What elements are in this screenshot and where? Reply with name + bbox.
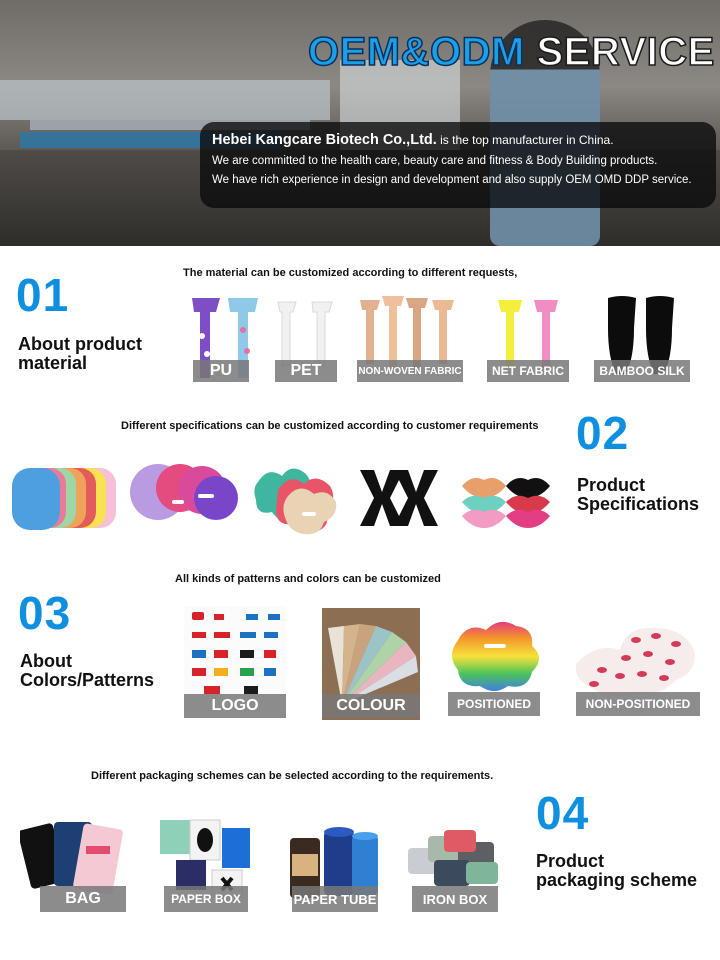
label-iron-box: IRON BOX	[412, 886, 498, 912]
section-title-line1: About	[20, 651, 72, 671]
section-title-line1: Product	[536, 851, 605, 871]
section-title-colors	[20, 652, 154, 690]
label-positioned: POSITIONED	[448, 692, 540, 716]
section-title-line2: Colors/Patterns	[20, 670, 155, 690]
non-positioned-pattern-image	[572, 618, 700, 700]
label-bamboo-silk: BAMBOO SILK	[594, 360, 690, 382]
section-title-line2: Specifications	[577, 494, 700, 514]
section-caption-colors: All kinds of patterns and colors can be customized	[175, 573, 441, 585]
label-pu: PU	[193, 360, 249, 382]
section-caption-material: The material can be customized according to different requests,	[183, 267, 518, 279]
section-title-line2: material	[18, 353, 88, 373]
star-shape-strips-image	[248, 462, 342, 538]
label-paper-tube: PAPER TUBE	[292, 886, 378, 912]
label-non-woven-fabric: NON-WOVEN FABRIC	[357, 360, 463, 382]
company-line	[212, 132, 704, 148]
label-pet: PET	[275, 360, 337, 382]
hero-title-service: SERVICE	[536, 30, 715, 74]
intro-line-2: We are committed to the health care, beauty care and fitness & Body Building products.	[212, 155, 658, 167]
section-title-line2: packaging scheme	[536, 870, 698, 890]
oval-strips-image	[10, 464, 122, 534]
label-colour: COLOUR	[322, 694, 420, 718]
intro-line-3: We have rich experience in design and development and also supply OEM OMD DDP service.	[212, 174, 692, 186]
label-paper-box: PAPER BOX	[164, 886, 248, 912]
company-tail: is the top manufacturer in China.	[436, 133, 614, 147]
round-tab-strips-image	[128, 460, 240, 532]
company-intro-box	[200, 122, 716, 208]
section-number-02: 02	[576, 407, 630, 459]
section-number-04: 04	[536, 787, 590, 839]
lip-shape-strips-image	[458, 470, 552, 534]
section-number-01: 01	[16, 269, 70, 321]
label-non-positioned: NON-POSITIONED	[576, 692, 700, 716]
hero-title-oem: OEM&ODM	[308, 30, 525, 74]
section-title-material	[18, 335, 142, 373]
iron-box-packaging-image	[404, 826, 504, 892]
section-title-packaging	[536, 852, 697, 890]
label-logo: LOGO	[184, 694, 286, 718]
section-caption-packaging: Different packaging schemes can be selected according to the requirements.	[91, 770, 494, 782]
section-title-line1: Product	[577, 475, 646, 495]
positioned-pattern-image	[448, 620, 544, 696]
company-name: Hebei Kangcare Biotech Co.,Ltd.	[212, 132, 437, 148]
machine-bench	[0, 80, 330, 120]
hero-banner	[0, 0, 720, 246]
section-number-03: 03	[18, 587, 72, 639]
section-title-specs	[577, 476, 699, 514]
section-title-line1: About product	[18, 334, 142, 354]
label-net-fabric: NET FABRIC	[487, 360, 569, 382]
hero-title	[308, 30, 715, 75]
x-shape-strips-image	[354, 466, 444, 530]
section-caption-specs: Different specifications can be customized according to customer requirements	[121, 420, 539, 432]
label-bag: BAG	[40, 886, 126, 912]
